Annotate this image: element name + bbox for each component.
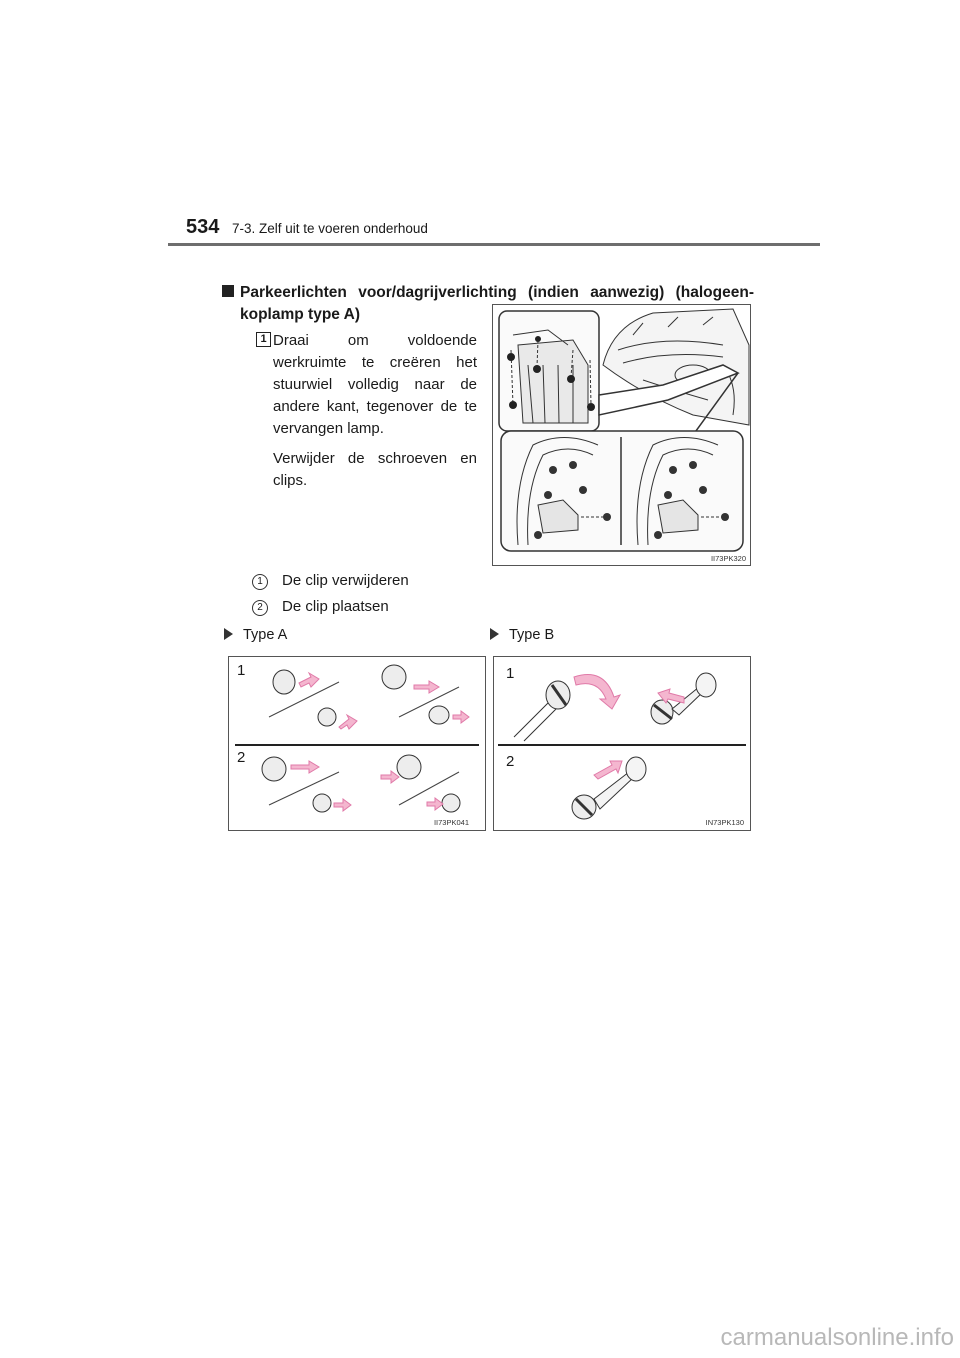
bumper-illustration <box>493 305 750 565</box>
step-instruction: Draai om voldoende werkruimte te creëren het stuurwiel volledig naar de andere kant, tegenover de te vervangen lamp. <box>273 332 477 437</box>
figure-id: II73PK041 <box>433 818 469 827</box>
legend-text: De clip plaatsen <box>282 598 389 615</box>
figure-bumper-clips <box>492 304 751 566</box>
type-b-text: Type B <box>509 627 555 643</box>
legend-number: 1 <box>252 574 268 590</box>
legend-number: 2 <box>252 600 268 616</box>
type-a-label <box>224 627 287 643</box>
page-number: 534 <box>186 216 220 238</box>
figure-b-label-2: 2 <box>506 753 515 770</box>
triangle-bullet-icon <box>224 628 233 640</box>
section-title: 7-3. Zelf uit te voeren onderhoud <box>232 221 428 236</box>
figure-a-label-1: 1 <box>237 662 246 679</box>
header-rule <box>168 243 820 246</box>
type-a-text: Type A <box>243 627 288 643</box>
heading-line-1: Parkeerlichten voor/dagrijverlichting (indien aanwezig) (halogeen- <box>240 284 754 301</box>
legend-item-2 <box>252 598 389 616</box>
type-a-illustration <box>229 657 485 830</box>
step-text <box>273 330 477 500</box>
step-instruction-2: Verwijder de schroeven en clips. <box>273 450 477 489</box>
legend-item-1 <box>252 572 409 590</box>
watermark: carmanualsonline.info <box>720 1324 954 1351</box>
figure-id: II73PK320 <box>710 554 746 563</box>
figure-b-label-1: 1 <box>506 665 515 682</box>
square-bullet-icon <box>222 285 234 297</box>
figure-id: IN73PK130 <box>705 818 744 827</box>
figure-type-a <box>228 656 486 831</box>
figure-a-label-2: 2 <box>237 749 246 766</box>
type-b-illustration <box>494 657 750 830</box>
triangle-bullet-icon <box>490 628 499 640</box>
type-b-label <box>490 627 554 643</box>
step-number-box: 1 <box>256 332 271 347</box>
legend-text: De clip verwijderen <box>282 572 409 589</box>
figure-type-b <box>493 656 751 831</box>
heading-line-2: koplamp type A) <box>240 306 360 323</box>
